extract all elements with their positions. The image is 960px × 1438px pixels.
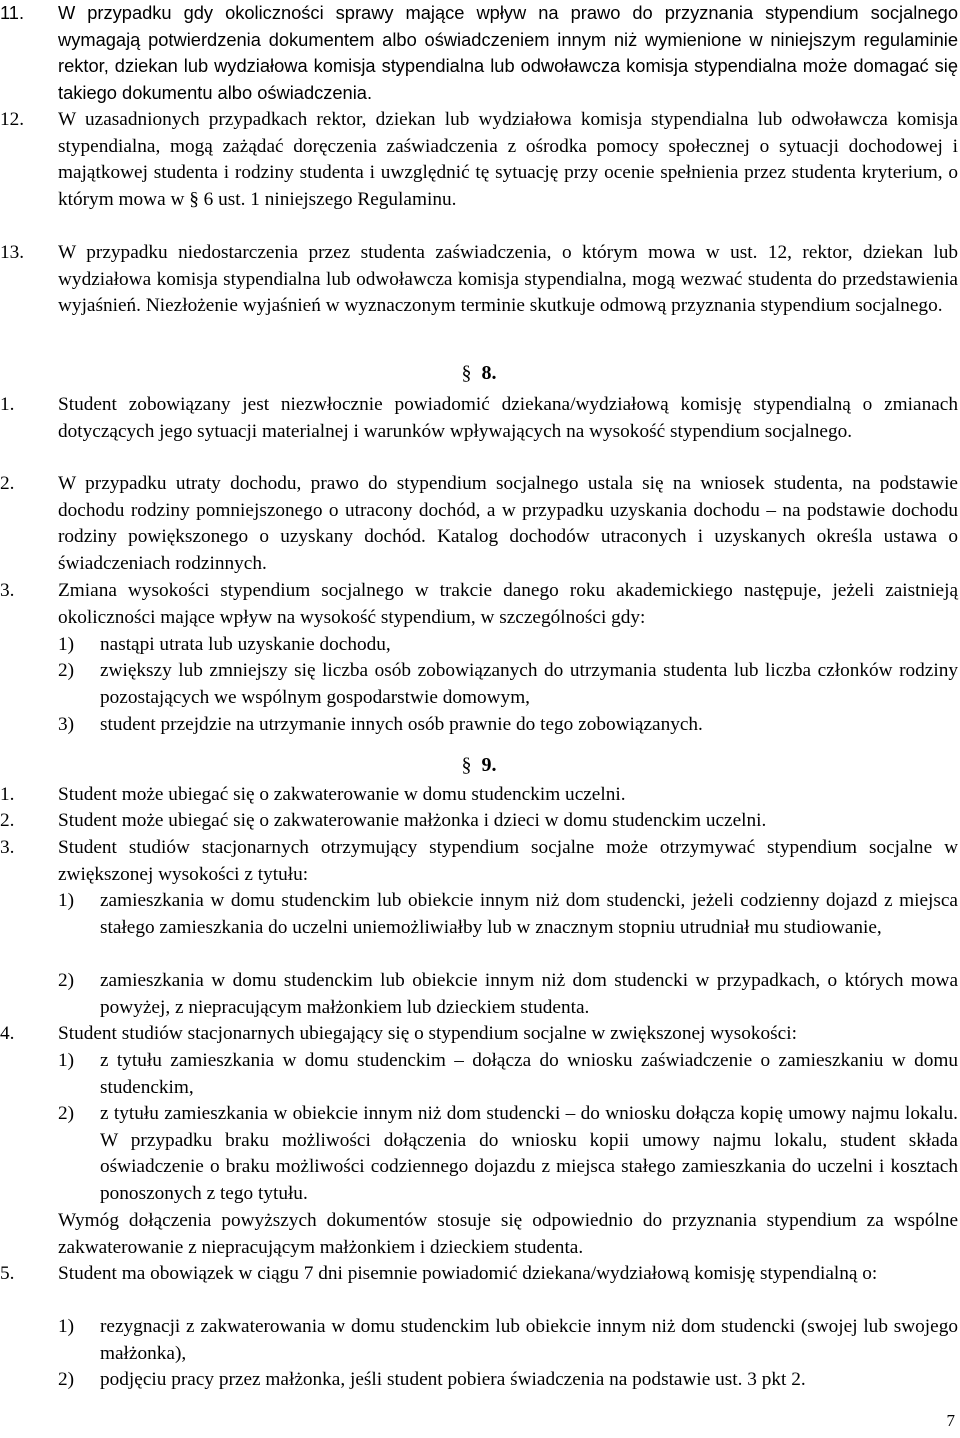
item-number: 1)	[58, 1316, 75, 1337]
paragraph-8-3	[0, 578, 958, 631]
item-number: 1.	[0, 394, 15, 415]
item-number: 3.	[0, 837, 15, 858]
section-heading-8	[0, 362, 958, 385]
item-text: podjęciu pracy przez małżonka, jeśli student pobiera świadczenia na podstawie ust. 3 pkt 2.	[100, 1369, 806, 1390]
item-number: 1)	[58, 890, 75, 911]
item-text: zamieszkania w domu studenckim lub obiekcie innym niż dom studencki, jeżeli codzienny dojazd z miejsca stałego zamieszkania do uczelni uniemożliwiałby lub w znacznym stopniu utrudniał mu studiowanie,	[100, 890, 958, 938]
section-symbol: §	[461, 362, 472, 384]
paragraph-9-3	[0, 835, 958, 888]
item-text: zwiększy lub zmniejszy się liczba osób zobowiązanych do utrzymania studenta lub liczba członków rodziny pozostających we wspólnym gospodarstwie domowym,	[100, 660, 958, 708]
list-item-9-4-1	[0, 1048, 958, 1101]
item-text: z tytułu zamieszkania w obiekcie innym niż dom studencki – do wniosku dołącza kopię umowy najmu lokalu. W przypadku braku możliwości dołączenia do wniosku kopii umowy najmu lokalu, student składa oświadczenie o braku możliwości codziennego dojazdu z miejsca stałego zamieszkania do uczelni i kosztach ponoszonych z tego tytułu.	[100, 1103, 958, 1204]
list-item-9-3-2	[0, 968, 958, 1021]
paragraph-9-5	[0, 1261, 958, 1288]
item-number: 3)	[58, 714, 75, 735]
item-number: 2)	[58, 970, 75, 991]
item-number: 2.	[0, 810, 15, 831]
paragraph-9-4-note	[0, 1208, 958, 1261]
item-text: rezygnacji z zakwaterowania w domu studenckim lub obiekcie innym niż dom studencki (swojej lub swojego małżonka),	[100, 1316, 958, 1364]
section-label: 9.	[481, 754, 497, 776]
item-number: 3.	[0, 580, 15, 601]
item-text: Student studiów stacjonarnych otrzymujący stypendium socjalne może otrzymywać stypendium socjalne w zwiększonej wysokości z tytułu:	[58, 837, 958, 885]
paragraph-13	[0, 240, 958, 320]
item-text: Student może ubiegać się o zakwaterowanie w domu studenckim uczelni.	[58, 784, 626, 805]
item-text: zamieszkania w domu studenckim lub obiekcie innym niż dom studencki w przypadkach, o których mowa powyżej, z niepracującym małżonkiem lub dzieckiem studenta.	[100, 970, 958, 1018]
item-text: W przypadku gdy okoliczności sprawy mające wpływ na prawo do przyznania stypendium socjalnego wymagają potwierdzenia dokumentem albo oświadczeniem innym niż wymienione w niniejszym regulaminie rektor, dziekan lub wydziałowa komisja stypendialna lub odwoławcza komisja stypendialna może domagać się takiego dokumentu albo oświadczenia.	[58, 2, 958, 103]
item-text: Student zobowiązany jest niezwłocznie powiadomić dziekana/wydziałową komisję stypendialną o zmianach dotyczących jego sytuacji materialnej i warunków wpływających na wysokość stypendium socjalnego.	[58, 394, 958, 442]
list-item-9-3-1	[0, 888, 958, 941]
item-text: Student studiów stacjonarnych ubiegający się o stypendium socjalne w zwiększonej wysokości:	[58, 1023, 797, 1044]
list-item-8-3-3	[0, 712, 958, 739]
item-number: 4.	[0, 1023, 15, 1044]
list-item-9-5-2	[0, 1367, 958, 1394]
item-number: 2)	[58, 1103, 75, 1124]
paragraph-8-1	[0, 392, 958, 445]
paragraph-11	[0, 0, 958, 106]
paragraph-9-1	[0, 782, 958, 809]
item-text: z tytułu zamieszkania w domu studenckim – dołącza do wniosku zaświadczenie o zamieszkaniu w domu studenckim,	[100, 1050, 958, 1098]
list-item-9-5-1	[0, 1314, 958, 1367]
section-symbol: §	[461, 754, 472, 776]
list-item-8-3-1	[0, 632, 958, 659]
item-number: 2.	[0, 473, 15, 494]
item-number: 5.	[0, 1263, 15, 1284]
item-text: Wymóg dołączenia powyższych dokumentów stosuje się odpowiednio do przyznania stypendium za wspólne zakwaterowanie z niepracującym małżonkiem i dzieckiem studenta.	[58, 1210, 958, 1258]
list-item-9-4-2	[0, 1101, 958, 1207]
paragraph-9-4	[0, 1021, 958, 1048]
item-text: Student ma obowiązek w ciągu 7 dni pisemnie powiadomić dziekana/wydziałową komisję stypendialną o:	[58, 1263, 878, 1284]
item-number: 1.	[0, 784, 15, 805]
item-text: Zmiana wysokości stypendium socjalnego w trakcie danego roku akademickiego następuje, jeżeli zaistnieją okoliczności mające wpływ na wysokość stypendium, w szczególności gdy:	[58, 580, 958, 628]
paragraph-8-2	[0, 471, 958, 577]
list-item-8-3-2	[0, 658, 958, 711]
item-number: 12.	[0, 109, 25, 130]
item-text: W przypadku niedostarczenia przez studenta zaświadczenia, o którym mowa w ust. 12, rektor, dziekan lub wydziałowa komisja stypendialna lub odwoławcza komisja stypendialna, mogą wezwać studenta do przedstawienia wyjaśnień. Niezłożenie wyjaśnień w wyznaczonym terminie skutkuje odmową przyznania stypendium socjalnego.	[58, 242, 958, 317]
item-text: W uzasadnionych przypadkach rektor, dziekan lub wydziałowa komisja stypendialna lub odwoławcza komisja stypendialna, mogą zażądać doręczenia zaświadczenia z ośrodka pomocy społecznej o sytuacji dochodowej i majątkowej studenta i rodziny studenta i uwzględnić tę sytuację przy ocenie spełnienia przez studenta kryterium, o którym mowa w § 6 ust. 1 niniejszego Regulaminu.	[58, 109, 958, 210]
item-text: Student może ubiegać się o zakwaterowanie małżonka i dzieci w domu studenckim uczelni.	[58, 810, 767, 831]
paragraph-9-2	[0, 808, 958, 835]
paragraph-12	[0, 107, 958, 213]
page-number: 7	[946, 1411, 955, 1430]
item-number: 1)	[58, 634, 75, 655]
item-number: 2)	[58, 1369, 75, 1390]
item-text: W przypadku utraty dochodu, prawo do stypendium socjalnego ustala się na wniosek studenta, na podstawie dochodu rodziny pomniejszonego o utracony dochód, a w przypadku uzyskania dochodu – na podstawie dochodu rodziny powiększonego o uzyskany dochód. Katalog dochodów utraconych i uzyskanych określa ustawa o świadczeniach rodzinnych.	[58, 473, 958, 574]
item-number: 1)	[58, 1050, 75, 1071]
item-number: 11.	[0, 2, 25, 23]
item-number: 13.	[0, 242, 25, 263]
item-text: nastąpi utrata lub uzyskanie dochodu,	[100, 634, 391, 655]
item-text: student przejdzie na utrzymanie innych osób prawnie do tego zobowiązanych.	[100, 714, 703, 735]
section-label: 8.	[481, 362, 497, 384]
item-number: 2)	[58, 660, 75, 681]
section-heading-9	[0, 754, 958, 777]
